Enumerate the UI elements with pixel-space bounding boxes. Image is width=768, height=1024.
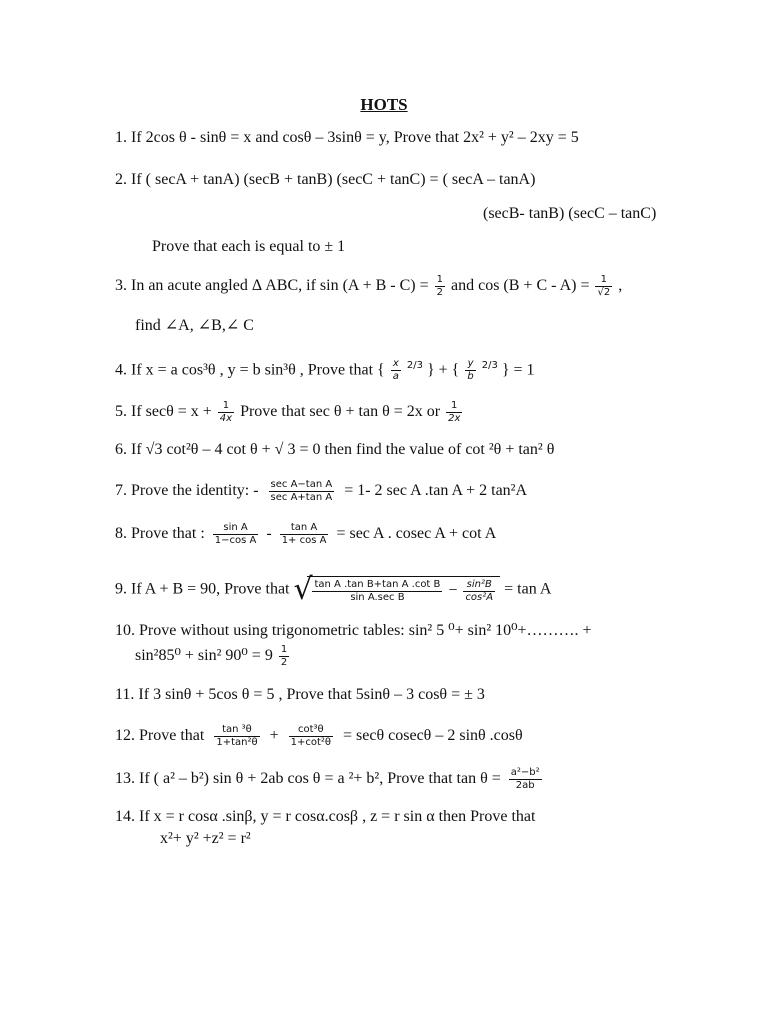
q12-text-pre: 12. Prove that: [115, 727, 205, 745]
fraction-numerator: 1: [280, 644, 288, 655]
question-5: [115, 400, 464, 425]
fraction-numerator: 1: [595, 274, 612, 287]
q13-text-pre: 13. If ( a² – b²) sin θ + 2ab cos θ = a ²+ b², Prove that tan θ =: [115, 770, 501, 788]
q7-text-pre: 7. Prove the identity: -: [115, 482, 259, 500]
question-3: [115, 274, 622, 299]
q7-fraction: [269, 479, 335, 504]
q9-text-post: = tan A: [504, 580, 552, 598]
q8-fraction-1: [213, 522, 259, 547]
question-9: [115, 572, 552, 607]
fraction-denominator: 2: [436, 287, 443, 298]
fraction-denominator: 1+cot²θ: [290, 737, 332, 748]
fraction-numerator: sec A−tan A: [270, 479, 333, 490]
question-12: [115, 724, 523, 749]
fraction-numerator: sin A: [213, 522, 259, 535]
fraction-numerator: 1: [446, 400, 462, 413]
q13-fraction: [509, 767, 542, 792]
question-7: [115, 479, 527, 504]
square-root: [293, 572, 500, 607]
q4-text-mid: } + {: [426, 361, 460, 379]
question-10-line-1: 10. Prove without using trigonometric tables: sin² 5 ⁰+ sin² 10⁰+………. +: [115, 622, 592, 639]
fraction-denominator: 1+ cos A: [281, 535, 327, 546]
fraction-numerator: sin²B: [463, 579, 495, 592]
q8-text-post: = sec A . cosec A + cot A: [336, 525, 497, 543]
q12-fraction-1: [214, 724, 259, 749]
q3-fraction-2: [595, 274, 612, 299]
q5-fraction-1: [218, 400, 234, 425]
fraction-denominator: cos²A: [465, 592, 494, 603]
fraction-denominator: 1−cos A: [214, 535, 257, 546]
q4-text-pre: 4. If x = a cos³θ , y = b sin³θ , Prove that {: [115, 361, 385, 379]
q7-text-post: = 1- 2 sec A .tan A + 2 tan²A: [344, 482, 528, 500]
q5-text-pre: 5. If secθ = x +: [115, 403, 212, 421]
fraction-denominator: b: [467, 371, 474, 383]
q10-fraction: [279, 644, 289, 669]
q3-text-pre: 3. In an acute angled Δ ABC, if sin (A + B - C) =: [115, 277, 429, 295]
q3-text-mid: and cos (B + C - A) =: [451, 277, 590, 295]
q12-fraction-2: [289, 724, 333, 749]
fraction-numerator: tan A: [280, 522, 329, 535]
q10-text: sin²85⁰ + sin² 90⁰ = 9: [135, 647, 273, 665]
radical-sign-icon: √: [293, 572, 313, 607]
square-root-body: [307, 576, 500, 604]
question-3-line-2: find ∠A, ∠B,∠ C: [135, 317, 254, 334]
question-10-line-2: [135, 644, 291, 669]
q9-text-mid: −: [448, 582, 458, 600]
q4-text-post: } = 1: [501, 361, 535, 379]
fraction-denominator: 2ab: [515, 780, 535, 791]
q4-fraction-x-over-a: [391, 358, 401, 383]
question-8: [115, 522, 496, 547]
question-2-line-1: 2. If ( secA + tanA) (secB + tanB) (secC + tanC) = ( secA – tanA): [115, 171, 536, 188]
fraction-numerator: cot³θ: [289, 724, 333, 737]
q4-fraction-y-over-b: [465, 358, 475, 383]
fraction-denominator: 2: [280, 657, 288, 668]
fraction-denominator: a: [392, 371, 399, 383]
fraction-numerator: a²−b²: [510, 767, 540, 778]
question-2-line-3: Prove that each is equal to ± 1: [152, 238, 346, 255]
question-1: 1. If 2cos θ - sinθ = x and cosθ – 3sinθ = y, Prove that 2x² + y² – 2xy = 5: [115, 129, 579, 146]
question-14-line-2: x²+ y² +z² = r²: [160, 830, 251, 847]
fraction-numerator: x: [391, 358, 401, 371]
fraction-numerator: tan A .tan B+tan A .cot B: [314, 579, 441, 590]
question-4: [115, 356, 535, 383]
question-2-line-2: (secB- tanB) (secC – tanC): [483, 205, 657, 222]
fraction-numerator: 1: [436, 274, 443, 285]
q4-exponent-1: 2/3: [406, 360, 423, 371]
q3-text-post: ,: [618, 277, 623, 295]
fraction-numerator: 1: [218, 400, 234, 413]
fraction-denominator: 4x: [219, 413, 233, 424]
q5-text-mid: Prove that sec θ + tan θ = 2x or: [240, 403, 441, 421]
q3-fraction-1: [435, 274, 445, 299]
fraction-denominator: sin A.sec B: [350, 592, 405, 603]
q9-fraction-2: [463, 579, 495, 604]
q12-text-mid: +: [269, 727, 279, 745]
fraction-denominator: sec A+tan A: [270, 492, 333, 503]
question-11: 11. If 3 sinθ + 5cos θ = 5 , Prove that 5sinθ – 3 cosθ = ± 3: [115, 686, 485, 703]
q12-text-post: = secθ cosecθ – 2 sinθ .cosθ: [343, 727, 523, 745]
q8-text-pre: 8. Prove that :: [115, 525, 205, 543]
fraction-denominator: 1+tan²θ: [216, 737, 258, 748]
fraction-denominator: 2x: [448, 413, 461, 424]
page-title: HOTS: [360, 95, 408, 114]
q9-fraction-1: [312, 579, 442, 604]
question-14-line-1: 14. If x = r cosα .sinβ, y = r cosα.cosβ , z = r sin α then Prove that: [115, 808, 536, 825]
question-13: [115, 767, 546, 792]
q9-text-pre: 9. If A + B = 90, Prove that: [115, 580, 290, 598]
fraction-numerator: y: [465, 358, 475, 371]
fraction-numerator: tan ³θ: [214, 724, 259, 737]
q8-text-mid: -: [266, 525, 272, 543]
q4-exponent-2: 2/3: [481, 360, 498, 371]
q8-fraction-2: [280, 522, 329, 547]
fraction-denominator: √2: [597, 287, 611, 298]
question-6: 6. If √3 cot²θ – 4 cot θ + √ 3 = 0 then find the value of cot ²θ + tan² θ: [115, 441, 555, 458]
q5-fraction-2: [446, 400, 462, 425]
